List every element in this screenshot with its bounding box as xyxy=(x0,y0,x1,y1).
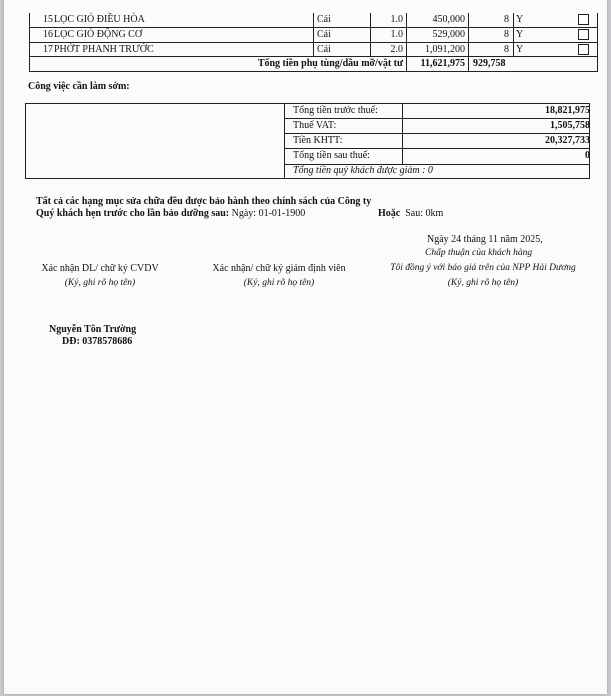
row-checkbox[interactable] xyxy=(578,44,589,55)
parts-total-row xyxy=(29,57,602,71)
part-name: PHỚT PHANH TRƯỚC xyxy=(54,44,154,55)
flag: Y xyxy=(516,14,524,25)
quantity: 1.0 xyxy=(390,29,403,40)
quantity: 1.0 xyxy=(390,14,403,25)
next-service-line xyxy=(36,208,305,219)
parts-total-tax: 929,758 xyxy=(473,58,506,69)
signature-hint-cvdv: (Ký, ghi rõ họ tên) xyxy=(64,278,136,288)
next-service-km: Sau: 0km xyxy=(405,208,444,219)
next-service-date: Ngày: 01-01-1900 xyxy=(231,208,306,219)
unit-price: 529,000 xyxy=(432,29,465,40)
pre-tax-label: Tổng tiền trước thuế: xyxy=(293,105,378,116)
quantity: 2.0 xyxy=(390,44,403,55)
signature-title-cvdv: Xác nhận DL/ chữ ký CVDV xyxy=(41,263,159,274)
table-row xyxy=(29,13,602,27)
part-name: LỌC GIÓ ĐỘNG CƠ xyxy=(54,29,143,40)
signature-title-inspector: Xác nhận/ chữ ký giám định viên xyxy=(212,263,346,274)
unit: Cái xyxy=(317,29,331,40)
tax-rate: 8 xyxy=(504,14,509,25)
parts-table xyxy=(29,13,602,73)
row-checkbox[interactable] xyxy=(578,14,589,25)
khtt-value: 20,327,733 xyxy=(545,135,590,146)
table-row xyxy=(29,43,602,57)
signature-hint-customer: (Ký, ghi rõ họ tên) xyxy=(447,278,519,288)
tax-rate: 8 xyxy=(504,29,509,40)
vat-label: Thuế VAT: xyxy=(293,120,337,131)
table-row xyxy=(29,28,602,42)
quotation-page xyxy=(4,0,607,694)
advisor-phone: DĐ: 0378578686 xyxy=(62,336,133,347)
warranty-note: Tất cả các hạng mục sửa chữa đều được bảo hành theo chính sách của Công ty xyxy=(36,196,372,207)
tax-rate: 8 xyxy=(504,44,509,55)
unit: Cái xyxy=(317,44,331,55)
flag: Y xyxy=(516,44,524,55)
early-work-label: Công việc cần làm sớm: xyxy=(28,81,130,92)
signature-title-customer: Tôi đồng ý với báo giá trên của NPP Hải Dương xyxy=(390,263,576,273)
unit-price: 1,091,200 xyxy=(425,44,465,55)
signature-hint-inspector: (Ký, ghi rõ họ tên) xyxy=(243,278,315,288)
next-service-alt xyxy=(378,208,443,219)
part-name: LỌC GIÓ ĐIỀU HÒA xyxy=(54,14,145,25)
after-tax-value: 0 xyxy=(585,150,590,161)
row-no: 15 xyxy=(43,14,53,25)
row-no: 17 xyxy=(43,44,53,55)
parts-total-label: Tổng tiền phụ tùng/dầu mỡ/vật tư xyxy=(257,58,403,69)
next-service-or: Hoặc xyxy=(378,208,401,219)
pre-tax-value: 18,821,975 xyxy=(545,105,590,116)
after-tax-label: Tổng tiền sau thuế: xyxy=(293,150,370,161)
advisor-name: Nguyễn Tôn Trường xyxy=(49,324,137,335)
customer-approval: Chấp thuận của khách hàng xyxy=(425,248,533,258)
date-line: Ngày 24 tháng 11 năm 2025, xyxy=(427,234,543,245)
next-service-label: Quý khách hẹn trước cho lần bảo dưỡng sau: xyxy=(36,208,230,219)
khtt-label: Tiền KHTT: xyxy=(293,135,343,146)
unit: Cái xyxy=(317,14,331,25)
row-checkbox[interactable] xyxy=(578,29,589,40)
unit-price: 450,000 xyxy=(432,14,465,25)
flag: Y xyxy=(516,29,524,40)
vat-value: 1,505,758 xyxy=(550,120,590,131)
discount-label: Tổng tiền quý khách được giảm : 0 xyxy=(293,165,433,176)
parts-total-value: 11,621,975 xyxy=(420,58,465,69)
row-no: 16 xyxy=(43,29,53,40)
